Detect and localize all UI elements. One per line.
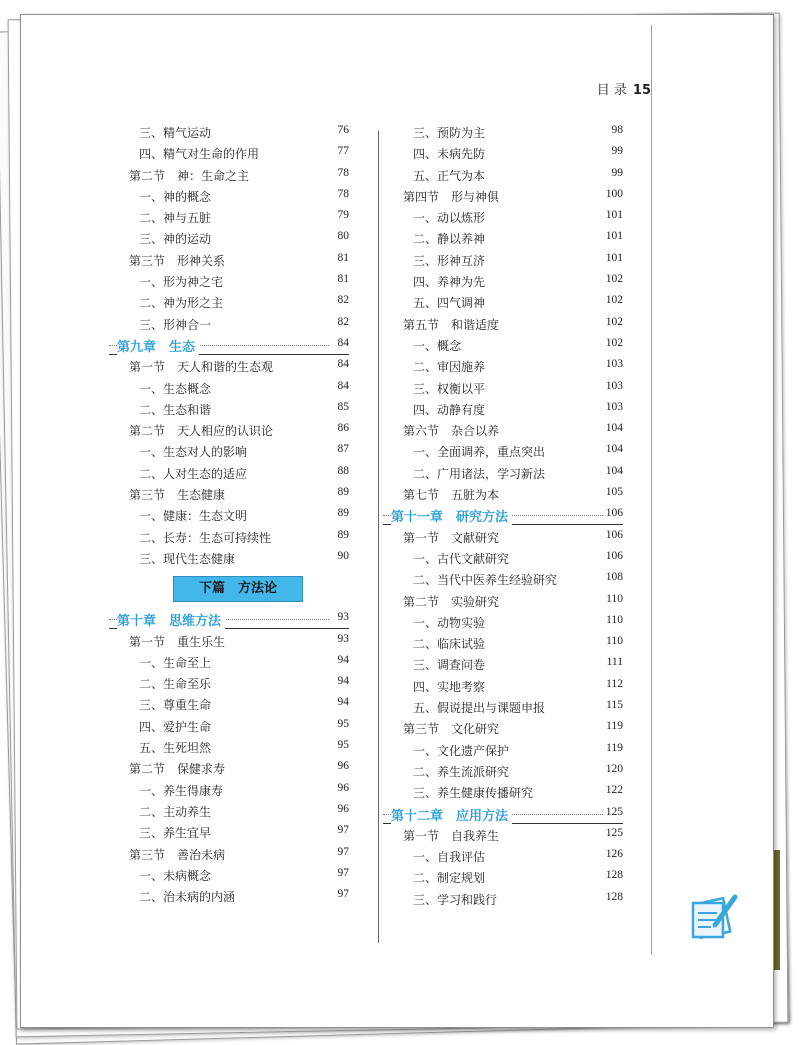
toc-item[interactable] (383, 142, 623, 163)
toc-item[interactable] (109, 693, 349, 714)
toc-title: 五、假说提出与课题申报 (413, 701, 546, 716)
toc-title: 三、神的运动 (139, 232, 212, 247)
toc-item[interactable] (383, 249, 623, 270)
toc-page (20, 14, 774, 1028)
toc-item[interactable] (383, 462, 623, 483)
toc-title: 一、动物实验 (413, 615, 486, 630)
toc-title: 第二节 保健求寿 (129, 762, 226, 777)
toc-page-number: 103 (605, 400, 623, 413)
toc-title: 二、主动养生 (139, 804, 212, 819)
toc-title: 二、长寿：生态可持续性 (139, 530, 272, 545)
toc-item[interactable] (383, 888, 623, 909)
toc-page-number: 78 (337, 166, 349, 179)
toc-section[interactable] (383, 590, 623, 611)
toc-title: 一、文化遗产保护 (413, 743, 510, 758)
toc-item[interactable] (383, 164, 623, 185)
toc-item[interactable] (383, 291, 623, 312)
toc-page-number: 89 (337, 528, 349, 541)
toc-item[interactable] (109, 526, 349, 547)
toc-page-number: 115 (606, 699, 623, 712)
toc-title: 一、生态对人的影响 (139, 445, 248, 460)
toc-title: 四、精气对生命的作用 (139, 147, 260, 162)
toc-page-number: 97 (337, 888, 349, 901)
toc-title: 一、神的概念 (139, 189, 212, 204)
toc-title: 二、人对生态的适应 (139, 466, 248, 481)
toc-title: 一、生态概念 (139, 381, 212, 396)
toc-page-number: 110 (606, 613, 623, 626)
toc-item[interactable] (109, 142, 349, 163)
toc-title: 第五节 和谐适度 (403, 317, 500, 332)
toc-page-number: 106 (605, 549, 623, 562)
toc-page-number: 128 (605, 890, 623, 903)
toc-title: 二、制定规划 (413, 871, 486, 886)
toc-title: 二、临床试验 (413, 637, 486, 652)
toc-item[interactable] (109, 779, 349, 800)
toc-page-number: 79 (337, 209, 349, 222)
toc-section[interactable] (383, 419, 623, 440)
toc-page-number: 110 (606, 635, 623, 648)
toc-section[interactable] (109, 249, 349, 270)
toc-item[interactable] (383, 121, 623, 142)
toc-page-number: 89 (337, 486, 349, 499)
toc-title: 四、实地考察 (413, 679, 486, 694)
toc-title: 一、概念 (413, 338, 462, 353)
toc-item[interactable] (383, 632, 623, 653)
header-label: 目 录 (596, 83, 627, 98)
toc-section[interactable] (109, 419, 349, 440)
toc-page-number: 77 (337, 145, 349, 158)
toc-title: 五、正气为本 (413, 168, 486, 183)
toc-title: 第九章 生态 (117, 336, 199, 355)
toc-page-number: 106 (603, 507, 623, 519)
toc-title: 三、形神互济 (413, 253, 486, 268)
toc-title: 四、动静有度 (413, 402, 486, 417)
toc-title: 三、权衡以平 (413, 381, 486, 396)
toc-title: 第二节 神：生命之主 (129, 168, 250, 183)
toc-item[interactable] (109, 206, 349, 227)
toc-page-number: 101 (605, 209, 623, 222)
toc-page-number: 97 (337, 824, 349, 837)
toc-title: 四、未病先防 (413, 147, 486, 162)
toc-page-number: 97 (337, 866, 349, 879)
toc-title: 三、调查问卷 (413, 658, 486, 673)
toc-page-number: 105 (605, 486, 623, 499)
toc-item[interactable] (109, 800, 349, 821)
toc-title: 二、神为形之主 (139, 296, 224, 311)
toc-page-number: 104 (605, 422, 623, 435)
toc-item[interactable] (109, 121, 349, 142)
toc-page-number: 110 (606, 592, 623, 605)
toc-page-number: 102 (605, 336, 623, 349)
toc-item[interactable] (383, 227, 623, 248)
toc-item[interactable] (109, 440, 349, 461)
toc-chapter[interactable] (383, 803, 623, 824)
toc-title: 三、养生宜早 (139, 826, 212, 841)
toc-section[interactable] (109, 164, 349, 185)
toc-title: 二、审因施养 (413, 360, 486, 375)
toc-page-number: 86 (337, 422, 349, 435)
toc-page-number: 81 (337, 273, 349, 286)
toc-item[interactable] (383, 845, 623, 866)
toc-item[interactable] (109, 291, 349, 312)
toc-title: 一、古代文献研究 (413, 551, 510, 566)
toc-item[interactable] (109, 736, 349, 757)
toc-page-number: 94 (337, 653, 349, 666)
toc-page-number: 95 (337, 717, 349, 730)
toc-page-number: 90 (337, 549, 349, 562)
toc-title: 一、动以炼形 (413, 211, 486, 226)
toc-page-number: 101 (605, 230, 623, 243)
toc-title: 第一节 自我养生 (403, 828, 500, 843)
toc-section[interactable] (383, 313, 623, 334)
toc-page-number: 108 (605, 571, 623, 584)
toc-right-column (383, 121, 623, 909)
header-page-number: 15 (632, 83, 651, 98)
toc-page-number: 84 (337, 379, 349, 392)
toc-page-number: 89 (337, 507, 349, 520)
toc-title: 五、生死坦然 (139, 741, 212, 756)
toc-item[interactable] (109, 377, 349, 398)
toc-page-number: 119 (606, 741, 623, 754)
toc-item[interactable] (109, 651, 349, 672)
toc-item[interactable] (383, 547, 623, 568)
toc-title: 第一节 重生乐生 (129, 634, 226, 649)
toc-title: 二、神与五脏 (139, 211, 212, 226)
toc-page-number: 112 (606, 677, 623, 690)
toc-item[interactable] (383, 270, 623, 291)
toc-title: 五、四气调神 (413, 296, 486, 311)
toc-title: 第三节 文化研究 (403, 722, 500, 737)
part-banner (109, 574, 349, 604)
toc-page-number: 94 (337, 675, 349, 688)
toc-item[interactable] (383, 568, 623, 589)
toc-item[interactable] (383, 440, 623, 461)
toc-item[interactable] (109, 885, 349, 906)
toc-page-number: 125 (605, 826, 623, 839)
toc-section[interactable] (383, 185, 623, 206)
toc-page-number: 94 (337, 696, 349, 709)
toc-title: 二、治未病的内涵 (139, 890, 236, 905)
toc-page-number: 100 (605, 187, 623, 200)
toc-title: 二、当代中医养生经验研究 (413, 573, 558, 588)
toc-section[interactable] (383, 824, 623, 845)
toc-item[interactable] (383, 739, 623, 760)
toc-chapter[interactable] (109, 608, 349, 629)
toc-item[interactable] (383, 653, 623, 674)
toc-page-number: 88 (337, 464, 349, 477)
toc-page-number: 85 (337, 400, 349, 413)
toc-page-number: 78 (337, 187, 349, 200)
toc-page-number: 119 (606, 720, 623, 733)
toc-item[interactable] (383, 611, 623, 632)
toc-title: 第二节 实验研究 (403, 594, 500, 609)
toc-chapter[interactable] (383, 504, 623, 525)
toc-title: 四、养神为先 (413, 275, 486, 290)
toc-title: 第三节 善治未病 (129, 847, 226, 862)
toc-title: 第十二章 应用方法 (391, 805, 512, 824)
toc-item[interactable] (383, 696, 623, 717)
toc-section[interactable] (109, 843, 349, 864)
toc-item[interactable] (109, 227, 349, 248)
toc-title: 二、养生流派研究 (413, 764, 510, 779)
toc-title: 一、健康：生态文明 (139, 509, 248, 524)
toc-page-number: 82 (337, 294, 349, 307)
toc-item[interactable] (109, 864, 349, 885)
toc-item[interactable] (109, 313, 349, 334)
toc-title: 第三节 生态健康 (129, 488, 226, 503)
toc-item[interactable] (109, 504, 349, 525)
toc-title: 二、生态和谐 (139, 402, 212, 417)
toc-page-number: 104 (605, 443, 623, 456)
toc-page-number: 102 (605, 273, 623, 286)
toc-page-number: 99 (611, 145, 623, 158)
toc-title: 三、尊重生命 (139, 698, 212, 713)
toc-title: 三、形神合一 (139, 317, 212, 332)
toc-item[interactable] (383, 334, 623, 355)
toc-section[interactable] (109, 630, 349, 651)
toc-section[interactable] (383, 717, 623, 738)
toc-page-number: 82 (337, 315, 349, 328)
toc-item[interactable] (109, 672, 349, 693)
toc-item[interactable] (383, 781, 623, 802)
toc-item[interactable] (109, 547, 349, 568)
toc-item[interactable] (383, 398, 623, 419)
part-title: 下篇 方法论 (173, 576, 303, 602)
toc-page-number: 122 (605, 784, 623, 797)
toc-title: 一、自我评估 (413, 850, 486, 865)
toc-title: 三、养生健康传播研究 (413, 786, 534, 801)
toc-title: 三、学习和践行 (413, 892, 498, 907)
column-divider (378, 131, 379, 943)
toc-page-number: 125 (603, 806, 623, 818)
toc-title: 一、养生得康寿 (139, 783, 224, 798)
toc-title: 第四节 形与神俱 (403, 189, 500, 204)
toc-title: 一、生命至上 (139, 655, 212, 670)
toc-title: 第十章 思维方法 (117, 610, 225, 629)
toc-section[interactable] (109, 757, 349, 778)
toc-item[interactable] (383, 377, 623, 398)
toc-title: 三、现代生态健康 (139, 551, 236, 566)
page-header (581, 79, 651, 98)
toc-item[interactable] (109, 270, 349, 291)
toc-page-number: 111 (606, 656, 623, 669)
toc-page-number: 99 (611, 166, 623, 179)
toc-page-number: 106 (605, 528, 623, 541)
toc-section[interactable] (383, 526, 623, 547)
toc-page-number: 103 (605, 358, 623, 371)
toc-page-number: 87 (337, 443, 349, 456)
toc-page-number: 95 (337, 739, 349, 752)
toc-page-number: 93 (335, 611, 350, 623)
toc-item[interactable] (383, 675, 623, 696)
toc-title: 第七节 五脏为本 (403, 488, 500, 503)
toc-item[interactable] (383, 760, 623, 781)
toc-title: 二、广用诸法，学习新法 (413, 466, 546, 481)
toc-section[interactable] (109, 355, 349, 376)
toc-page-number: 98 (611, 124, 623, 136)
toc-page-number: 97 (337, 845, 349, 858)
toc-item[interactable] (109, 821, 349, 842)
toc-page-number: 80 (337, 230, 349, 243)
toc-left-column (109, 121, 349, 906)
toc-item[interactable] (383, 355, 623, 376)
toc-title: 第一节 文献研究 (403, 530, 500, 545)
notepad-pen-icon (689, 891, 745, 941)
toc-title: 第一节 天人和谐的生态观 (129, 360, 274, 375)
toc-title: 三、精气运动 (139, 126, 212, 140)
toc-page-number: 102 (605, 315, 623, 328)
toc-section[interactable] (383, 483, 623, 504)
toc-title: 第六节 杂合以养 (403, 424, 500, 439)
toc-page-number: 81 (337, 251, 349, 264)
toc-page-number: 93 (337, 632, 349, 645)
toc-page-number: 102 (605, 294, 623, 307)
toc-page-number: 101 (605, 251, 623, 264)
toc-page-number: 126 (605, 848, 623, 861)
toc-chapter[interactable] (109, 334, 349, 355)
toc-section[interactable] (109, 483, 349, 504)
toc-page-number: 103 (605, 379, 623, 392)
toc-title: 第二节 天人相应的认识论 (129, 424, 274, 439)
toc-page-number: 96 (337, 802, 349, 815)
toc-page-number: 84 (337, 358, 349, 371)
toc-item[interactable] (109, 185, 349, 206)
toc-page-number: 128 (605, 869, 623, 882)
toc-page-number: 104 (605, 464, 623, 477)
toc-page-number: 84 (335, 337, 350, 349)
toc-title: 四、爱护生命 (139, 719, 212, 734)
toc-item[interactable] (383, 206, 623, 227)
toc-title: 二、生命至乐 (139, 677, 212, 692)
toc-title: 一、未病概念 (139, 868, 212, 883)
toc-item[interactable] (109, 715, 349, 736)
toc-page-number: 96 (337, 781, 349, 794)
toc-title: 三、预防为主 (413, 126, 486, 140)
toc-item[interactable] (109, 462, 349, 483)
toc-page-number: 120 (605, 762, 623, 775)
toc-item[interactable] (383, 866, 623, 887)
toc-page-number: 96 (337, 760, 349, 773)
toc-item[interactable] (109, 398, 349, 419)
toc-title: 二、静以养神 (413, 232, 486, 247)
toc-title: 一、形为神之宅 (139, 275, 224, 290)
toc-title: 一、全面调养，重点突出 (413, 445, 546, 460)
toc-title: 第三节 形神关系 (129, 253, 226, 268)
toc-page-number: 76 (337, 124, 349, 136)
margin-rule (651, 25, 652, 955)
toc-title: 第十一章 研究方法 (391, 506, 512, 525)
